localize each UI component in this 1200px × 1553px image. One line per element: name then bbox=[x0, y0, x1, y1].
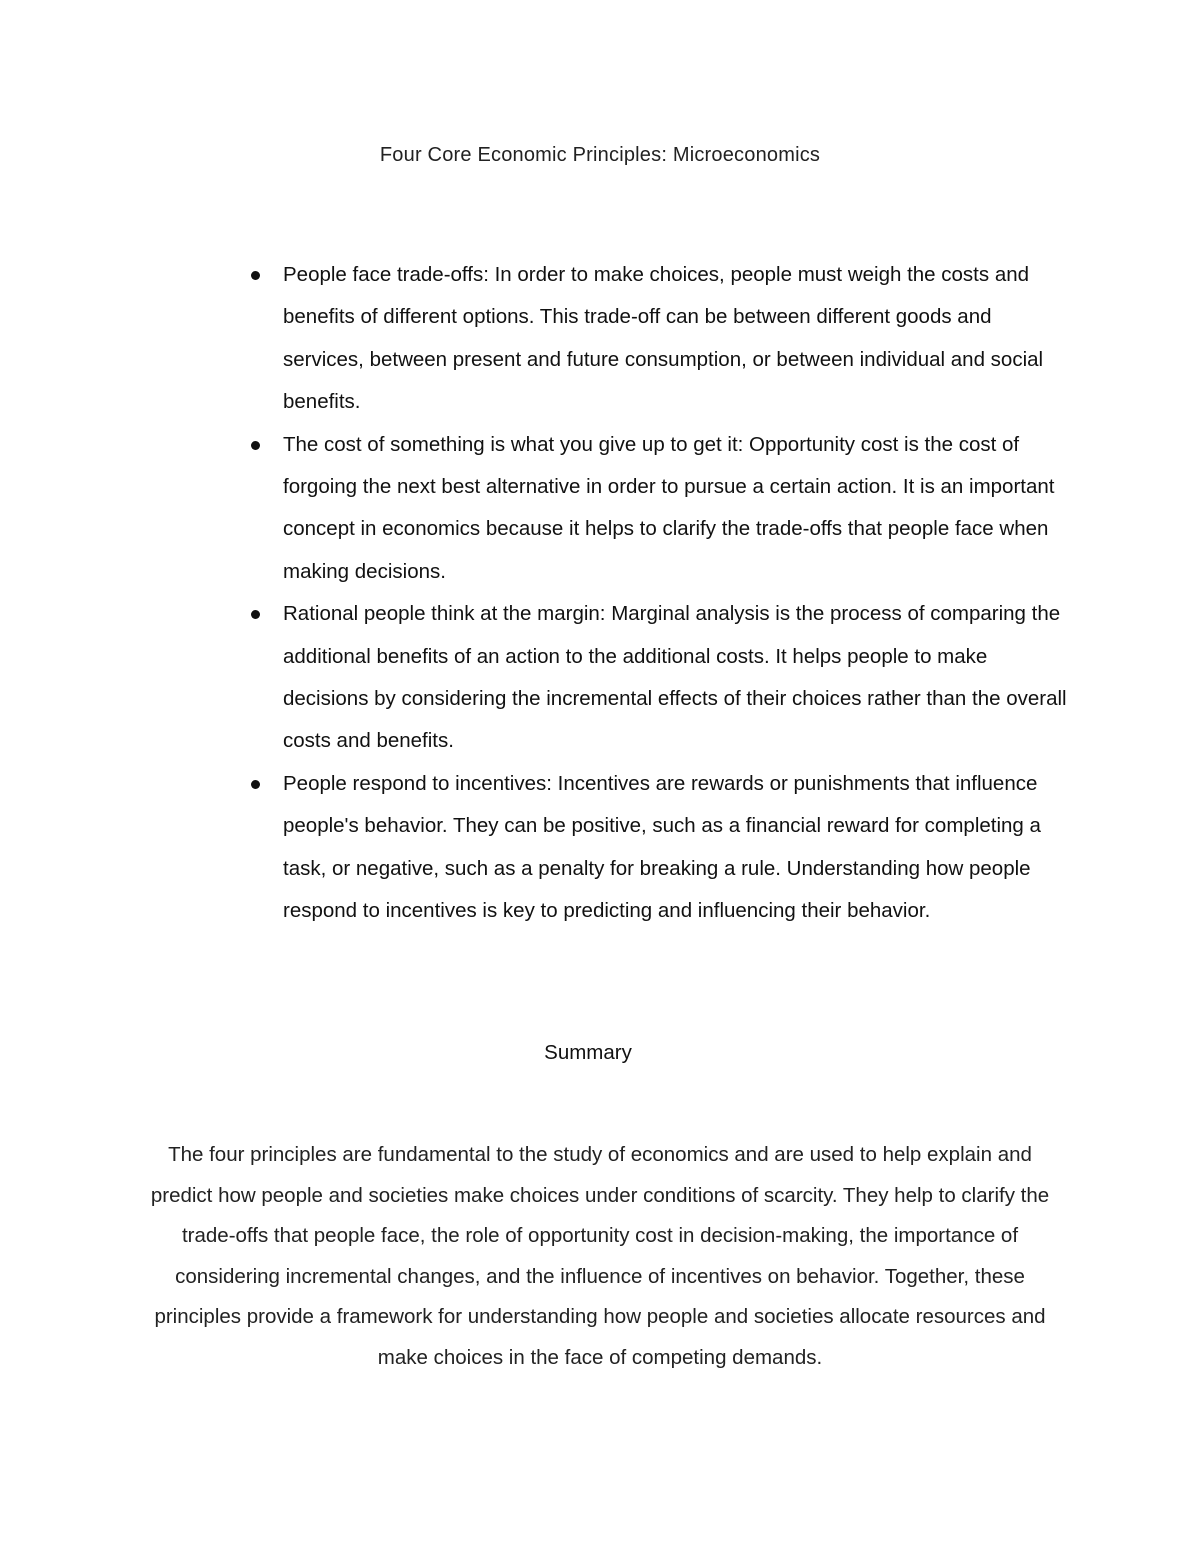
principle-text: People respond to incentives: Incentives are rewards or punishments that influence people's behavior. They can be positive, such as a financial reward for completing a task, or negative, such as a penalty for breaking a rule. Understanding how people respond to incentives is key to predicting and influencing their behavior. bbox=[283, 771, 1041, 923]
list-item bbox=[240, 424, 1070, 594]
list-item bbox=[240, 254, 1070, 424]
summary-heading: Summary bbox=[544, 1041, 632, 1064]
summary-paragraph: The four principles are fundamental to the study of economics and are used to help explain and predict how people and societies make choices under conditions of scarcity. They help to clarify the trade-offs that people face, the role of opportunity cost in decision-making, the importance of considering incremental changes, and the influence of incentives on behavior. Together, these principles provide a framework for understanding how people and societies allocate resources and make choices in the face of competing demands. bbox=[150, 1143, 1050, 1369]
bullet-icon bbox=[251, 271, 260, 280]
principles-list bbox=[240, 254, 1070, 933]
list-item bbox=[240, 763, 1070, 933]
page-title: Four Core Economic Principles: Microeconomics bbox=[379, 144, 821, 166]
principle-text: Rational people think at the margin: Marginal analysis is the process of comparing the additional benefits of an action to the additional costs. It helps people to make decisions by considering the incremental effects of their choices rather than the overall costs and benefits. bbox=[283, 602, 1067, 753]
principle-text: The cost of something is what you give up to get it: Opportunity cost is the cost of forgoing the next best alternative in order to pursue a certain action. It is an important concept in economics because it helps to clarify the trade-offs that people face when making decisions. bbox=[283, 432, 1055, 583]
bullet-icon bbox=[251, 610, 260, 619]
list-item bbox=[240, 593, 1070, 763]
bullet-icon bbox=[251, 441, 260, 450]
principle-text: People face trade-offs: In order to make choices, people must weigh the costs and benefits of different options. This trade-off can be between different goods and services, between present and future consumption, or between individual and social benefits. bbox=[283, 263, 1044, 414]
bullet-icon bbox=[251, 780, 260, 789]
